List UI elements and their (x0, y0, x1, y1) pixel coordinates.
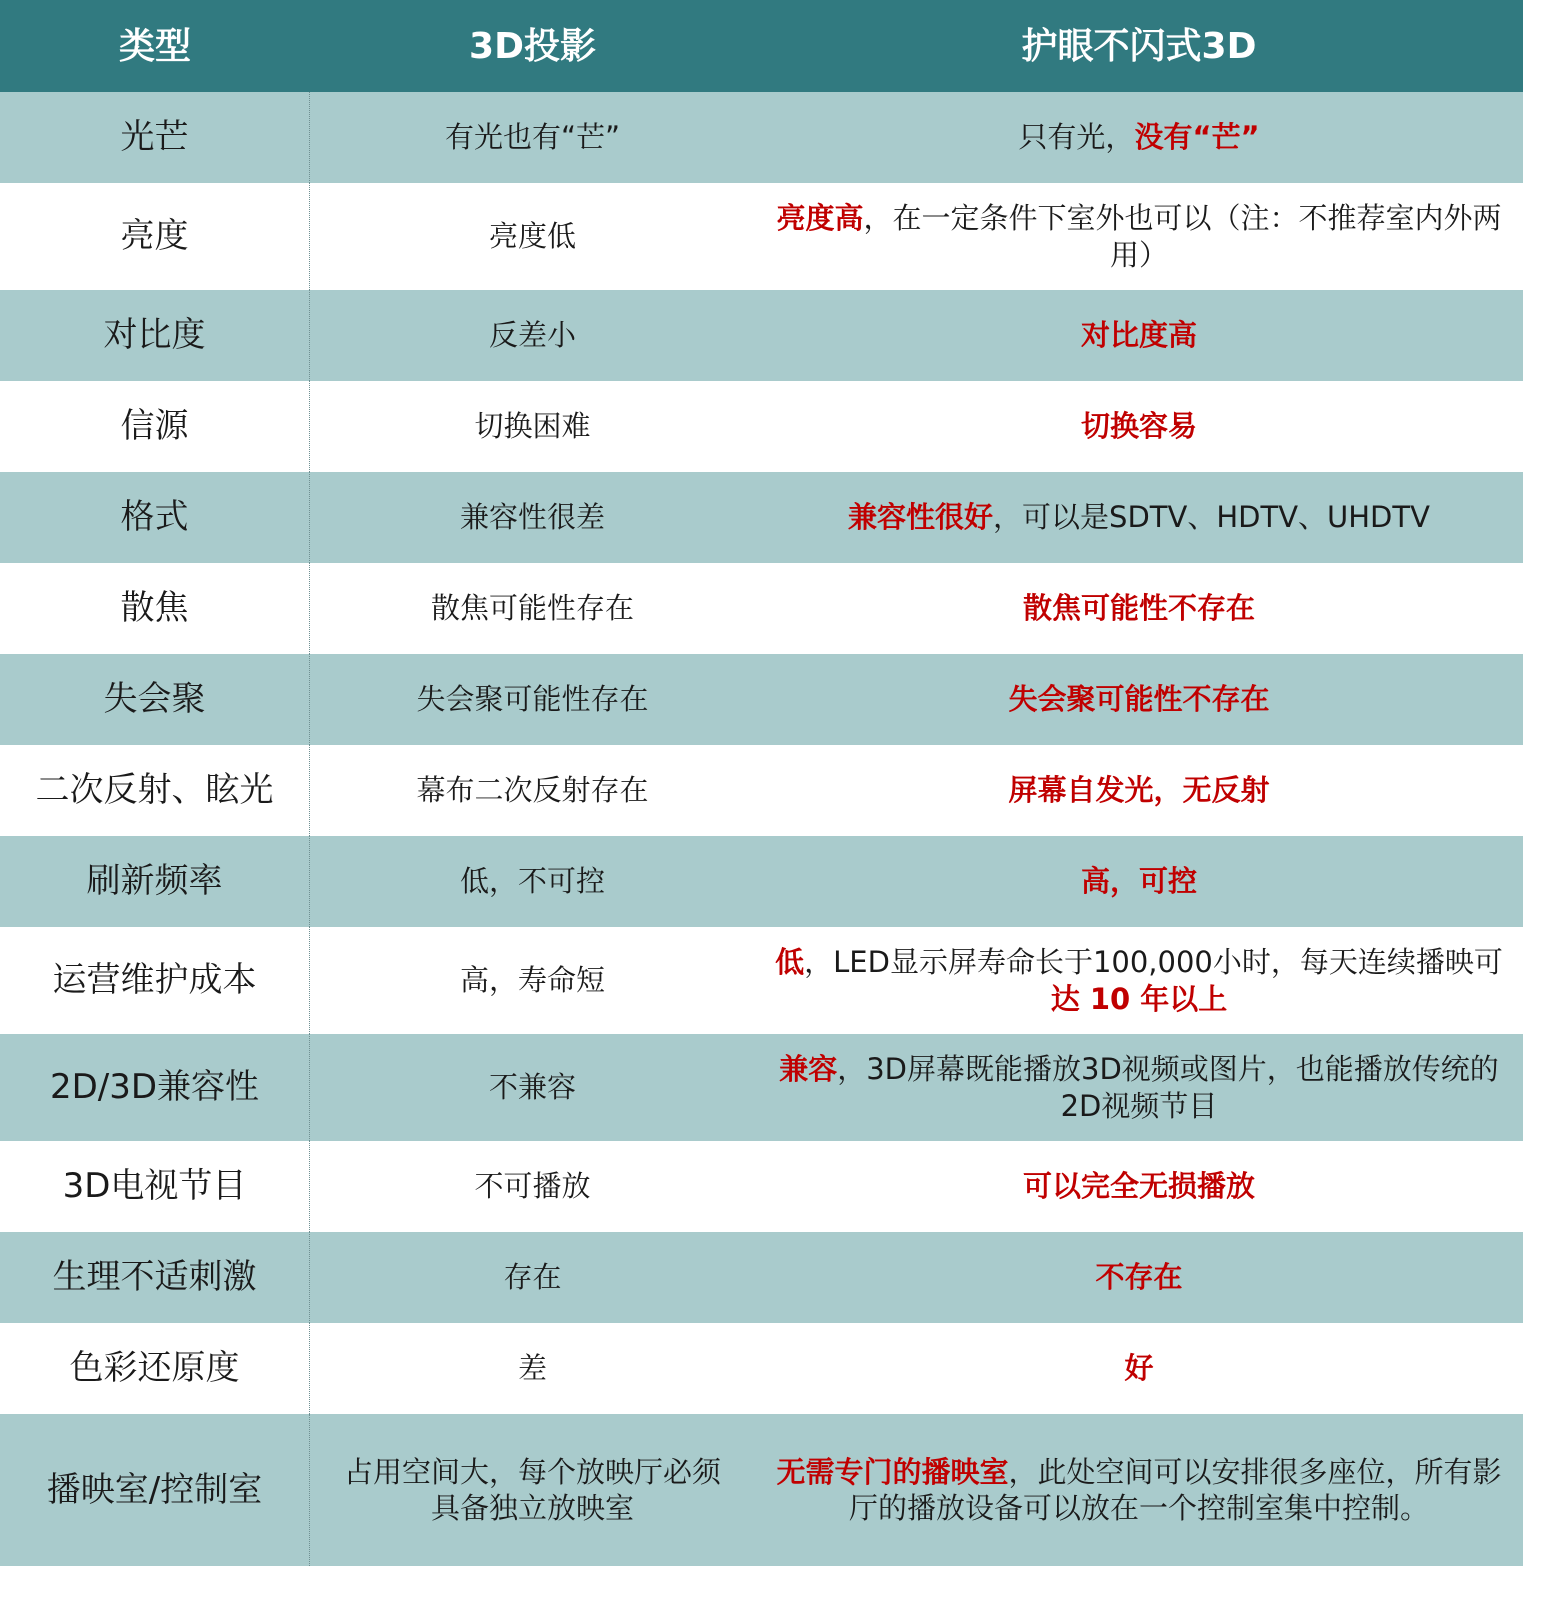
led-cell (755, 1414, 1523, 1566)
led-text: 只有光， (1018, 120, 1135, 155)
table-row (0, 1232, 1523, 1323)
header-led: 护眼不闪式3D (1021, 25, 1257, 67)
type-cell: 失会聚 (0, 654, 310, 745)
projection-cell: 兼容性很差 (459, 500, 605, 535)
projection-cell: 有光也有“芒” (444, 120, 621, 155)
projection-cell: 反差小 (488, 318, 576, 353)
type-cell: 2D/3D兼容性 (0, 1034, 310, 1141)
table-row (0, 381, 1523, 472)
type-cell: 亮度 (0, 183, 310, 290)
type-cell: 色彩还原度 (0, 1323, 310, 1414)
led-highlight: 屏幕自发光，无反射 (1008, 773, 1270, 808)
led-cell (755, 183, 1523, 290)
projection-cell: 切换困难 (474, 409, 591, 444)
led-highlight: 兼容 (779, 1052, 838, 1087)
projection-cell: 差 (517, 1351, 547, 1386)
led-text: ，3D屏幕既能播放3D视频或图片，也能播放传统的2D视频节目 (837, 1052, 1499, 1123)
led-text: ，可以是SDTV、HDTV、UHDTV (993, 500, 1430, 535)
led-cell (755, 92, 1523, 183)
header-projection: 3D投影 (469, 25, 596, 67)
led-highlight: 失会聚可能性不存在 (1008, 682, 1270, 717)
led-text: ，此处空间可以安排很多座位，所有影厅的播放设备可以放在一个控制室集中控制。 (848, 1454, 1502, 1525)
type-cell: 对比度 (0, 290, 310, 381)
table-row (0, 183, 1523, 290)
table-row (0, 1141, 1523, 1232)
table-row (0, 1414, 1523, 1566)
led-cell (755, 472, 1523, 563)
projection-cell: 低，不可控 (459, 864, 605, 899)
projection-cell: 占用空间大，每个放映厅必须具备独立放映室 (343, 1454, 721, 1525)
type-cell: 播映室/控制室 (0, 1414, 310, 1566)
led-highlight-2: 没有“芒” (1134, 120, 1260, 155)
projection-cell: 幕布二次反射存在 (416, 773, 649, 808)
table-row (0, 1323, 1523, 1414)
led-cell (755, 927, 1523, 1034)
header-row (0, 0, 1523, 92)
table-row (0, 563, 1523, 654)
led-highlight: 切换容易 (1080, 409, 1197, 444)
led-highlight: 高，可控 (1080, 864, 1197, 899)
table-row (0, 836, 1523, 927)
header-type: 类型 (118, 25, 191, 67)
led-highlight: 不存在 (1095, 1260, 1183, 1295)
projection-cell: 高，寿命短 (459, 963, 605, 998)
table-row (0, 654, 1523, 745)
led-highlight: 好 (1124, 1351, 1154, 1386)
projection-cell: 不兼容 (488, 1070, 576, 1105)
type-cell: 格式 (0, 472, 310, 563)
type-cell: 信源 (0, 381, 310, 472)
table-row (0, 290, 1523, 381)
led-highlight: 无需专门的播映室 (776, 1454, 1009, 1489)
type-cell: 二次反射、眩光 (0, 745, 310, 836)
led-text: ，LED显示屏寿命长于100,000小时，每天连续播映可 (804, 945, 1503, 980)
table-row (0, 927, 1523, 1034)
type-cell: 运营维护成本 (0, 927, 310, 1034)
led-highlight: 散焦可能性不存在 (1022, 591, 1255, 626)
table-row (0, 1034, 1523, 1141)
projection-cell: 亮度低 (488, 219, 576, 254)
table-row (0, 92, 1523, 183)
led-cell (755, 1034, 1523, 1141)
projection-cell: 存在 (503, 1260, 562, 1295)
type-cell: 刷新频率 (0, 836, 310, 927)
type-cell: 生理不适刺激 (0, 1232, 310, 1323)
led-highlight-2: 达 10 年以上 (1050, 981, 1228, 1016)
table-row (0, 745, 1523, 836)
type-cell: 光芒 (0, 92, 310, 183)
led-highlight: 兼容性很好 (848, 500, 994, 535)
projection-cell: 失会聚可能性存在 (416, 682, 649, 717)
type-cell: 散焦 (0, 563, 310, 654)
led-highlight: 低 (775, 945, 805, 980)
projection-cell: 散焦可能性存在 (430, 591, 634, 626)
led-highlight: 对比度高 (1080, 318, 1197, 353)
projection-cell: 不可播放 (474, 1169, 591, 1204)
led-highlight: 可以完全无损播放 (1022, 1169, 1255, 1204)
type-cell: 3D电视节目 (0, 1141, 310, 1232)
table-row (0, 472, 1523, 563)
led-text: ，在一定条件下室外也可以（注：不推荐室内外两用） (863, 201, 1502, 272)
led-highlight: 亮度高 (776, 201, 864, 236)
